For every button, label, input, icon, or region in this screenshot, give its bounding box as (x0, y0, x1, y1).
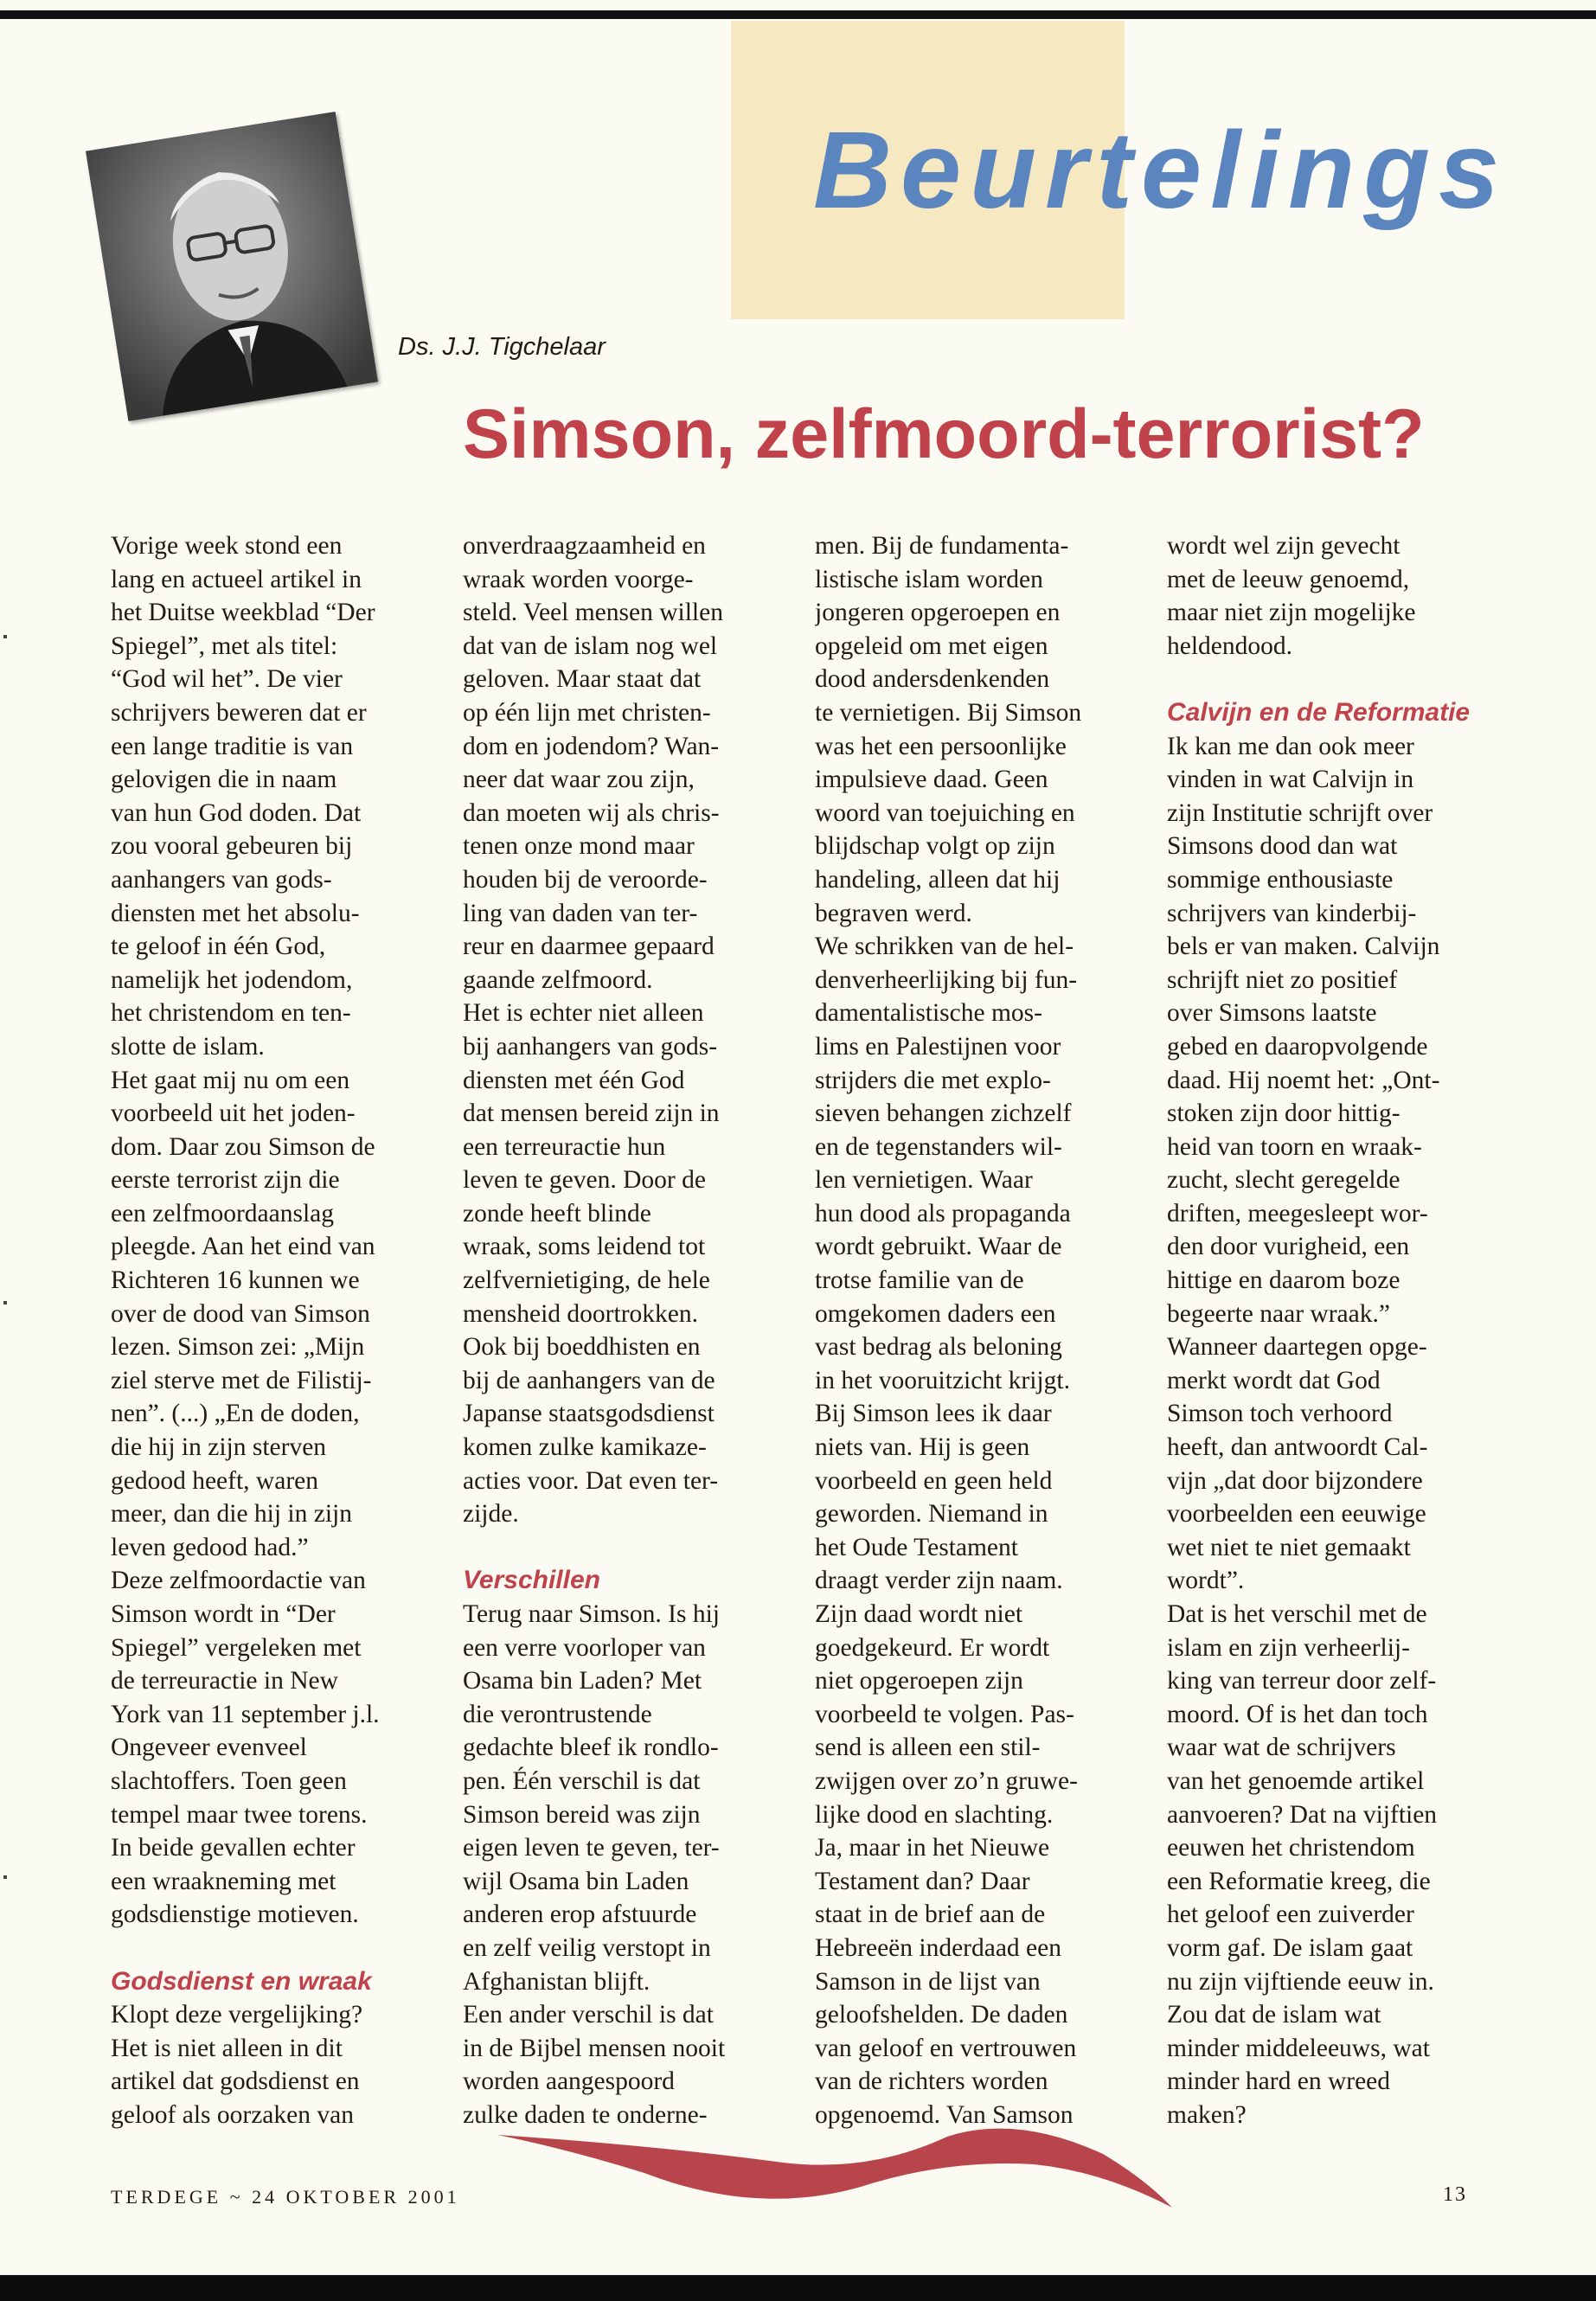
text-line: Japanse staatsgodsdienst (463, 1400, 715, 1428)
text-line: dom en jodendom? Wan- (463, 732, 720, 760)
text-line: “God wil het”. De vier (111, 665, 343, 694)
text-line: van het genoemde artikel (1167, 1766, 1425, 1795)
text-line: onverdraagzaamheid en (463, 532, 706, 560)
text-line: komen zulke kamikaze- (463, 1433, 707, 1462)
text-line: was het een persoonlijke (815, 732, 1067, 760)
text-line: maken? (1167, 2100, 1247, 2129)
text-line: en zelf veilig verstopt in (463, 1933, 711, 1962)
text-line: Simson wordt in “Der (111, 1600, 336, 1628)
bottom-rule (0, 2275, 1596, 2301)
text-line: vast bedrag als beloning (815, 1333, 1062, 1362)
text-line: Spiegel”, met als titel: (111, 631, 338, 660)
text-line: reur en daarmee gepaard (463, 933, 715, 961)
text-line: Ook bij boeddhisten en (463, 1333, 701, 1362)
text-line: woord van toejuiching en (815, 798, 1075, 827)
text-line: diensten met het absolu- (111, 899, 360, 927)
text-line: impulsieve daad. Geen (815, 766, 1048, 794)
text-line: zonde heeft blinde (463, 1199, 651, 1227)
author-name: Ds. J.J. Tigchelaar (398, 333, 606, 361)
text-line: Samson in de lijst van (815, 1967, 1041, 1996)
author-photo (86, 112, 378, 421)
text-line: aanvoeren? Dat na vijftien (1167, 1800, 1438, 1829)
text-line: vinden in wat Calvijn in (1167, 766, 1414, 794)
text-line: ling van daden van ter- (463, 899, 698, 927)
text-line: van hun God doden. Dat (111, 798, 362, 827)
text-line: mensheid doortrokken. (463, 1299, 698, 1328)
text-line: op één lijn met christen- (463, 698, 711, 727)
margin-mark (3, 1875, 7, 1879)
text-line: lims en Palestijnen voor (815, 1032, 1061, 1061)
article-column-2 (463, 529, 785, 2138)
text-line: York van 11 september j.l. (111, 1700, 380, 1728)
text-line: over Simsons laatste (1167, 999, 1377, 1028)
text-line: tenen onze mond maar (463, 832, 695, 861)
text-line: Klopt deze vergelijking? (111, 2001, 363, 2029)
text-line: handeling, alleen dat hij (815, 865, 1061, 894)
text-line: heid van toorn en wraak- (1167, 1132, 1422, 1161)
text-line: daad. Hij noemt het: „Ont- (1167, 1066, 1440, 1094)
text-line: Ongeveer evenveel (111, 1734, 307, 1762)
text-line: slotte de islam. (111, 1032, 265, 1061)
text-line: sommige enthousiaste (1167, 865, 1394, 894)
text-line: bij de aanhangers van de (463, 1366, 715, 1394)
text-line: stoken zijn door hittig- (1167, 1099, 1401, 1128)
text-line: wraak worden voorge- (463, 565, 694, 593)
text-line: zucht, slecht geregelde (1167, 1166, 1401, 1195)
text-line: dat mensen bereid zijn in (463, 1099, 720, 1128)
page-number: 13 (1443, 2183, 1467, 2206)
text-line: moord. Of is het dan toch (1167, 1700, 1428, 1728)
article-column-4 (1167, 529, 1489, 2138)
text-line: send is alleen een stil- (815, 1734, 1041, 1762)
text-line: vijn „dat door bijzondere (1167, 1466, 1423, 1495)
text-line: niet opgeroepen zijn (815, 1667, 1023, 1695)
text-line: damentalistische mos- (815, 999, 1042, 1028)
text-line: die verontrustende (463, 1700, 652, 1728)
text-line: draagt verder zijn naam. (815, 1567, 1063, 1595)
text-line: blijdschap volgt op zijn (815, 832, 1055, 861)
text-line: Simsons dood dan wat (1167, 832, 1398, 861)
text-line: zijn Institutie schrijft over (1167, 798, 1433, 827)
text-line: schrijft niet zo positief (1167, 965, 1398, 994)
text-line: strijders die met explo- (815, 1066, 1051, 1094)
text-line: diensten met één God (463, 1066, 685, 1094)
text-line: minder middeleeuws, wat (1167, 2034, 1430, 2062)
text-line: namelijk het jodendom, (111, 965, 353, 994)
text-line: Vorige week stond een (111, 532, 343, 560)
margin-mark (3, 635, 7, 638)
text-line: bels er van maken. Calvijn (1167, 933, 1440, 961)
section-subheading: Godsdienst en wraak (111, 1966, 372, 1996)
text-line: wraak, soms leidend tot (463, 1233, 706, 1261)
text-line: dan moeten wij als chris- (463, 798, 720, 827)
text-line: godsdienstige motieven. (111, 1900, 359, 1929)
text-line: begraven werd. (815, 899, 972, 927)
text-line: ziel sterve met de Filistij- (111, 1366, 372, 1394)
text-line: geloven. Maar staat dat (463, 665, 702, 694)
text-line: lang en actueel artikel in (111, 565, 362, 593)
text-line: gelovigen die in naam (111, 766, 337, 794)
text-line: de terreuractie in New (111, 1667, 338, 1695)
text-line: In beide gevallen echter (111, 1834, 356, 1862)
text-line: van de richters worden (815, 2067, 1048, 2096)
text-line: voorbeelden een eeuwige (1167, 1500, 1426, 1529)
article-column-3 (815, 529, 1137, 2138)
text-line: een wraakneming met (111, 1867, 337, 1895)
text-line: trotse familie van de (815, 1266, 1024, 1295)
article-headline: Simson, zelfmoord-terrorist? (463, 395, 1425, 473)
text-line: men. Bij de fundamenta- (815, 532, 1069, 560)
text-line: minder hard en wreed (1167, 2067, 1391, 2096)
text-line: die hij in zijn sterven (111, 1433, 327, 1462)
text-line: pleegde. Aan het eind van (111, 1233, 375, 1261)
text-line: opgeleid om met eigen (815, 631, 1048, 660)
text-line: geloof als oorzaken van (111, 2100, 354, 2129)
text-line: Testament dan? Daar (815, 1867, 1030, 1895)
text-line: Het gaat mij nu om een (111, 1066, 350, 1094)
text-line: in de Bijbel mensen nooit (463, 2034, 726, 2062)
text-line: waar wat de schrijvers (1167, 1734, 1396, 1762)
text-line: eeuwen het christendom (1167, 1834, 1415, 1862)
text-line: Zijn daad wordt niet (815, 1600, 1023, 1628)
text-line: bij aanhangers van gods- (463, 1032, 718, 1061)
text-line: hun dood als propaganda (815, 1199, 1071, 1227)
text-line: omgekomen daders een (815, 1299, 1056, 1328)
text-line: wijl Osama bin Laden (463, 1867, 689, 1895)
text-line: begeerte naar wraak.” (1167, 1299, 1390, 1328)
text-line: Ja, maar in het Nieuwe (815, 1834, 1050, 1862)
section-subheading: Verschillen (463, 1566, 600, 1595)
text-line: zulke daden te onderne- (463, 2100, 708, 2129)
text-line: zijde. (463, 1500, 519, 1529)
text-line: Deze zelfmoordactie van (111, 1567, 366, 1595)
text-line: Bij Simson lees ik daar (815, 1400, 1052, 1428)
text-line: schrijvers van kinderbij- (1167, 899, 1417, 927)
text-line: Ik kan me dan ook meer (1167, 732, 1414, 760)
text-line: gebed en daaropvolgende (1167, 1032, 1428, 1061)
text-line: schrijvers beweren dat er (111, 698, 367, 727)
text-line: en de tegenstanders wil- (815, 1132, 1062, 1161)
text-line: Afghanistan blijft. (463, 1967, 651, 1996)
text-line: over de dood van Simson (111, 1299, 370, 1328)
text-line: anderen erop afstuurde (463, 1900, 697, 1929)
section-kicker: Beurtelings (813, 109, 1509, 231)
text-line: Spiegel” vergeleken met (111, 1633, 362, 1662)
text-line: Het is niet alleen in dit (111, 2034, 343, 2062)
text-line: dat van de islam nog wel (463, 631, 718, 660)
text-line: Zou dat de islam wat (1167, 2001, 1381, 2029)
text-line: maar niet zijn mogelijke (1167, 599, 1416, 627)
text-line: het geloof een zuiverder (1167, 1900, 1414, 1929)
text-line: Wanneer daartegen opge- (1167, 1333, 1427, 1362)
text-line: vorm gaf. De islam gaat (1167, 1933, 1413, 1962)
top-rule (0, 10, 1596, 19)
text-line: in het vooruitzicht krijgt. (815, 1366, 1070, 1394)
text-line: leven te geven. Door de (463, 1166, 706, 1195)
paragraph-gap (1167, 663, 1489, 696)
text-line: steld. Veel mensen willen (463, 599, 723, 627)
text-line: pen. Één verschil is dat (463, 1766, 701, 1795)
text-line: een verre voorloper van (463, 1633, 706, 1662)
text-line: voorbeeld en geen held (815, 1466, 1053, 1495)
article-column-1 (111, 529, 433, 2138)
text-line: Richteren 16 kunnen we (111, 1266, 360, 1295)
text-line: wordt gebruikt. Waar de (815, 1233, 1062, 1261)
text-line: dood andersdenkenden (815, 665, 1050, 694)
text-line: geworden. Niemand in (815, 1500, 1048, 1529)
text-line: slachtoffers. Toen geen (111, 1766, 347, 1795)
text-line: Osama bin Laden? Met (463, 1667, 702, 1695)
text-line: van geloof en vertrouwen (815, 2034, 1077, 2062)
text-line: zelfvernietiging, de hele (463, 1266, 710, 1295)
text-line: Simson bereid was zijn (463, 1800, 701, 1829)
portrait-image (86, 112, 378, 421)
text-line: het Oude Testament (815, 1533, 1018, 1561)
text-line: leven gedood had.” (111, 1533, 309, 1561)
text-line: met de leeuw genoemd, (1167, 565, 1410, 593)
text-line: zou vooral gebeuren bij (111, 832, 353, 861)
text-line: het Duitse weekblad “Der (111, 599, 375, 627)
text-line: gedachte bleef ik rondlo- (463, 1734, 719, 1762)
text-line: te geloof in één God, (111, 933, 326, 961)
text-line: neer dat waar zou zijn, (463, 766, 695, 794)
text-line: denverheerlijking bij fun- (815, 965, 1078, 994)
text-line: Dat is het verschil met de (1167, 1600, 1427, 1628)
text-line: jongeren opgeroepen en (815, 599, 1061, 627)
text-line: een lange traditie is van (111, 732, 354, 760)
text-line: staat in de brief aan de (815, 1900, 1046, 1929)
text-line: gedood heeft, waren (111, 1466, 318, 1495)
text-line: een Reformatie kreeg, die (1167, 1867, 1431, 1895)
text-line: len vernietigen. Waar (815, 1166, 1033, 1195)
text-line: artikel dat godsdienst en (111, 2067, 360, 2096)
text-line: islam en zijn verheerlij- (1167, 1633, 1410, 1662)
section-subheading: Calvijn en de Reformatie (1167, 697, 1471, 727)
text-line: We schrikken van de hel- (815, 933, 1074, 961)
text-line: acties voor. Dat even ter- (463, 1466, 719, 1495)
paragraph-gap (463, 1531, 785, 1565)
text-line: houden bij de veroorde- (463, 865, 708, 894)
text-line: driften, meegesleept wor- (1167, 1199, 1428, 1227)
text-line: meer, dan die hij in zijn (111, 1500, 352, 1529)
text-line: dom. Daar zou Simson de (111, 1132, 375, 1161)
text-line: zwijgen over zo’n gruwe- (815, 1766, 1078, 1795)
footer-publication: TERDEGE ~ 24 OKTOBER 2001 (111, 2186, 460, 2208)
text-line: het christendom en ten- (111, 999, 351, 1028)
text-line: wordt wel zijn gevecht (1167, 532, 1401, 560)
text-line: lezen. Simson zei: „Mijn (111, 1333, 365, 1362)
text-line: Terug naar Simson. Is hij (463, 1600, 720, 1628)
paragraph-gap (111, 1932, 433, 1965)
text-line: Simson toch verhoord (1167, 1400, 1393, 1428)
margin-mark (3, 1301, 7, 1304)
text-line: geloofshelden. De daden (815, 2001, 1068, 2029)
text-line: eigen leven te geven, ter- (463, 1834, 720, 1862)
text-line: listische islam worden (815, 565, 1043, 593)
text-line: voorbeeld te volgen. Pas- (815, 1700, 1074, 1728)
text-line: lijke dood en slachting. (815, 1800, 1054, 1829)
text-line: nen”. (...) „En de doden, (111, 1400, 360, 1428)
text-line: niets van. Hij is geen (815, 1433, 1030, 1462)
text-line: Hebreeën inderdaad een (815, 1933, 1061, 1962)
text-line: wordt”. (1167, 1567, 1245, 1595)
text-line: worden aangespoord (463, 2067, 675, 2096)
text-line: een zelfmoordaanslag (111, 1199, 334, 1227)
text-line: gaande zelfmoord. (463, 965, 653, 994)
text-line: wet niet te niet gemaakt (1167, 1533, 1411, 1561)
text-line: heldendood. (1167, 631, 1293, 660)
text-line: merkt wordt dat God (1167, 1366, 1381, 1394)
text-line: opgenoemd. Van Samson (815, 2100, 1074, 2129)
text-line: hittige en daarom boze (1167, 1266, 1401, 1295)
text-line: Een ander verschil is dat (463, 2001, 714, 2029)
text-line: king van terreur door zelf- (1167, 1667, 1437, 1695)
text-line: den door vurigheid, een (1167, 1233, 1410, 1261)
text-line: eerste terrorist zijn die (111, 1166, 340, 1195)
text-line: tempel maar twee torens. (111, 1800, 368, 1829)
text-line: te vernietigen. Bij Simson (815, 698, 1082, 727)
text-line: goedgekeurd. Er wordt (815, 1633, 1050, 1662)
text-line: nu zijn vijftiende eeuw in. (1167, 1967, 1434, 1996)
text-line: voorbeeld uit het joden- (111, 1099, 356, 1128)
text-line: heeft, dan antwoordt Cal- (1167, 1433, 1428, 1462)
text-line: aanhangers van gods- (111, 865, 332, 894)
text-line: een terreuractie hun (463, 1132, 666, 1161)
decorative-swoosh (497, 2119, 1172, 2210)
text-line: sieven behangen zichzelf (815, 1099, 1072, 1128)
text-line: Het is echter niet alleen (463, 999, 704, 1028)
